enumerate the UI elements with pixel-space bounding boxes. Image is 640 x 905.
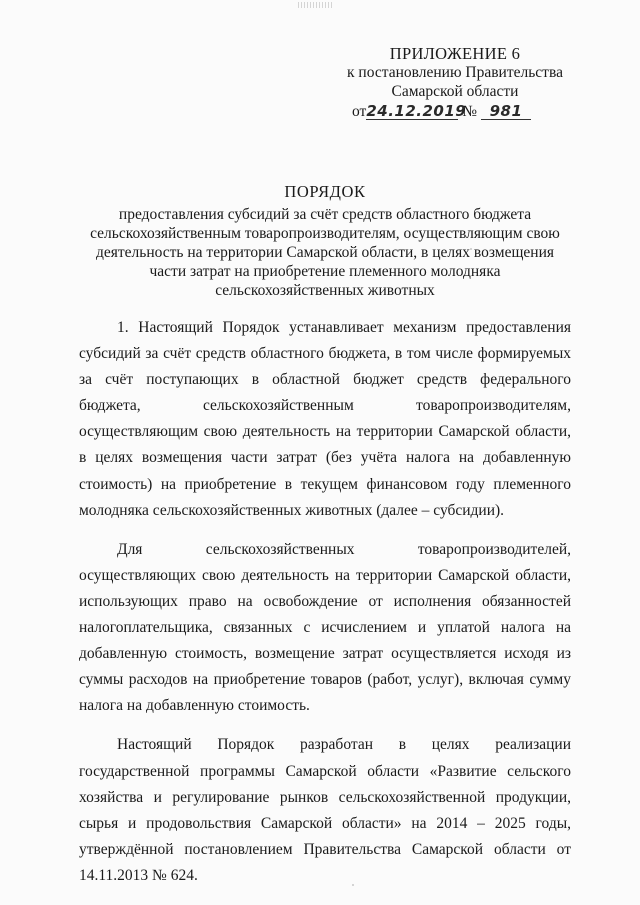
paragraph-3: Настоящий Порядок разработан в целях реализации государственной программы Самарской области «Развитие сельского хозяйства и регулирование рынков сельскохозяйственной продукции, сырья и продовольствия Самарской области» на 2014 – 2025 годы, утверждённой постановлением Правительства Самарской области от 14.11.2013 № 624. [79, 736, 571, 884]
appendix-title: ПРИЛОЖЕНИЕ 6 [389, 44, 521, 63]
paragraph-2: Для сельскохозяйственных товаропроизводителей, осуществляющих свою деятельность на территории Самарской области, использующих право на освобождение от исполнения обязанностей налогоплательщика, связанных с исчислением и уплатой налога на добавленную стоимость, возмещение затрат осуществляется исходя из суммы расходов на приобретение товаров (работ, услуг), включая сумму налога на добавленную стоимость. [79, 540, 571, 715]
appendix-resolution-line: к постановлению Правительства [347, 64, 563, 81]
appendix-date-line [330, 102, 580, 121]
date-prefix: от [352, 103, 367, 120]
handwritten-date: 24.12.2019 [366, 102, 467, 120]
document-heading [80, 182, 570, 300]
heading-title: ПОРЯДОК [284, 182, 366, 201]
handwritten-number: 981 [481, 103, 531, 120]
appendix-region-line: Самарской области [391, 83, 519, 100]
document-body [79, 315, 571, 902]
appendix-block [330, 44, 580, 121]
scan-artifact [298, 2, 332, 8]
number-label: № [462, 103, 477, 120]
heading-subtitle: предоставления субсидий за счёт средств областного бюджета сельскохозяйственным товаропроизводителям, осуществляющим свою деятельность на территории Самарской области, в целях возмещения части затрат на приобретение племенного молодняка сельскохозяйственных животных [90, 206, 560, 299]
paragraph-1: 1. Настоящий Порядок устанавливает механизм предоставления субсидий за счёт средств областного бюджета, в том числе формируемых за счёт поступающих в областной бюджет средств федерального бюджета, сельскохозяйственным товаропроизводителям, осуществляющим свою деятельность на территории Самарской области, в целях возмещения части затрат (без учёта налога на добавленную стоимость) на приобретение в текущем финансовом году племенного молодняка сельскохозяйственных животных (далее – субсидии). [79, 319, 571, 519]
